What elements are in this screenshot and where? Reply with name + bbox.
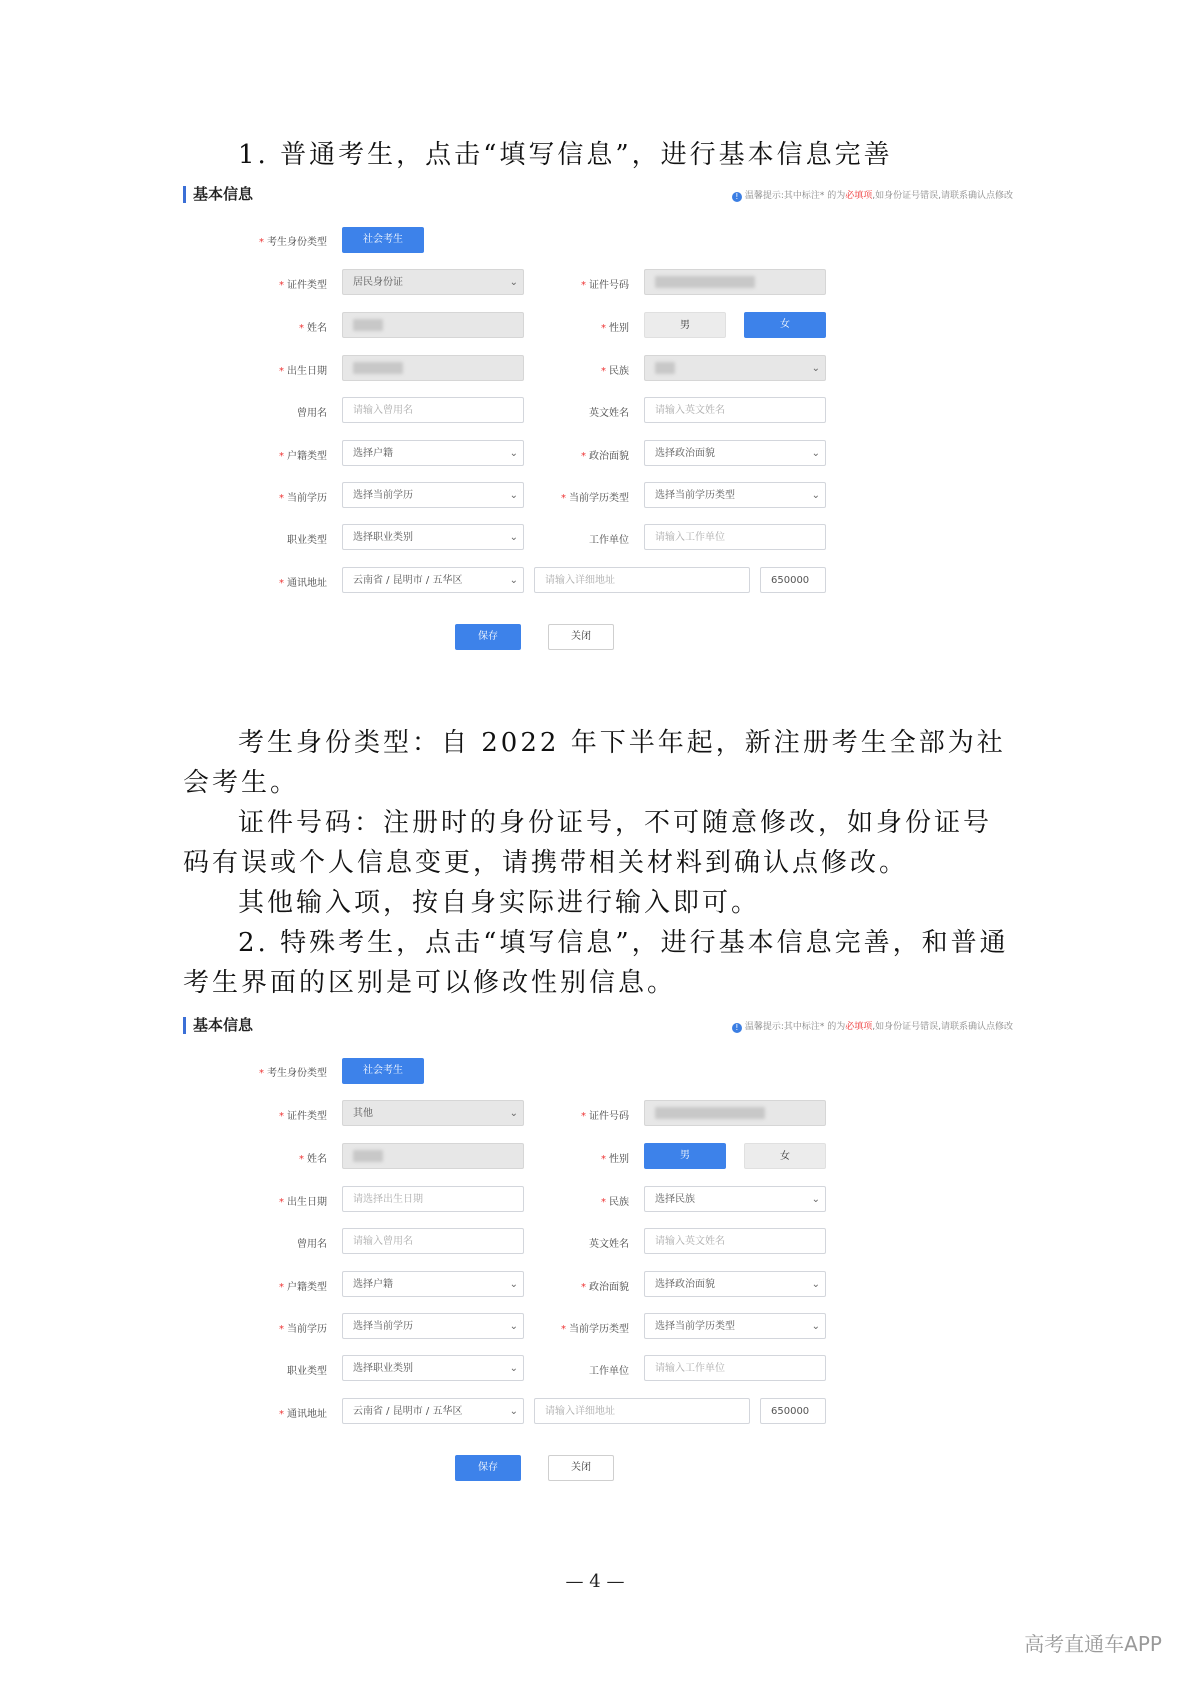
- basic-info-form-1: [183, 186, 1013, 676]
- paragraph-2: 考生身份类型：自 2022 年下半年起，新注册考生全部为社会考生。: [183, 728, 1006, 798]
- label-education: * 当前学历: [279, 1324, 327, 1335]
- label-birth: * 出生日期: [279, 366, 327, 377]
- education-type-select[interactable]: 选择当前学历类型 ⌄: [644, 1313, 826, 1339]
- address-detail-input[interactable]: 请输入详细地址: [534, 1398, 750, 1424]
- notice-text: ! 温馨提示:其中标注* 的为必填项,如身份证号错误,请联系确认点修改: [732, 1019, 1013, 1033]
- label-english-name: 英文姓名: [589, 1239, 629, 1250]
- label-birth: * 出生日期: [279, 1197, 327, 1208]
- id-number-field[interactable]: [644, 1100, 826, 1126]
- region-cascader[interactable]: 云南省 / 昆明市 / 五华区 ⌄: [342, 567, 524, 593]
- chevron-down-icon: ⌄: [509, 575, 518, 586]
- basic-info-form-2: [183, 1017, 1013, 1507]
- id-number-field[interactable]: [644, 269, 826, 295]
- chevron-down-icon: ⌄: [811, 490, 820, 501]
- section-title: 基本信息: [183, 1017, 253, 1034]
- label-ethnicity: * 民族: [601, 366, 629, 377]
- close-button[interactable]: 关闭: [548, 1455, 614, 1481]
- label-name: * 姓名: [299, 323, 327, 334]
- chevron-down-icon: ⌄: [509, 277, 518, 288]
- id-type-select[interactable]: 其他 ⌄: [342, 1100, 524, 1126]
- birth-date-field[interactable]: [342, 355, 524, 381]
- gender-female-button[interactable]: 女: [744, 1143, 826, 1169]
- former-name-input[interactable]: 请输入曾用名: [342, 397, 524, 423]
- save-button[interactable]: 保存: [455, 1455, 521, 1481]
- postcode-input[interactable]: 650000: [760, 1398, 826, 1424]
- label-work-unit: 工作单位: [589, 535, 629, 546]
- paragraph-3: 证件号码：注册时的身份证号，不可随意修改，如身份证号码有误或个人信息变更，请携带相关材料到确认点修改。: [183, 808, 993, 878]
- label-education: * 当前学历: [279, 493, 327, 504]
- label-former-name: 曾用名: [297, 408, 327, 419]
- label-id-type: * 证件类型: [279, 1111, 327, 1122]
- postcode-input[interactable]: 650000: [760, 567, 826, 593]
- label-address: * 通讯地址: [279, 578, 327, 589]
- chevron-down-icon: ⌄: [509, 1363, 518, 1374]
- id-type-select[interactable]: 居民身份证 ⌄: [342, 269, 524, 295]
- label-id-type: * 证件类型: [279, 280, 327, 291]
- chevron-down-icon: ⌄: [509, 1108, 518, 1119]
- section-title: 基本信息: [183, 186, 253, 203]
- label-occupation: 职业类型: [287, 535, 327, 546]
- chevron-down-icon: ⌄: [509, 532, 518, 543]
- info-icon: !: [732, 1023, 742, 1033]
- chevron-down-icon: ⌄: [509, 1279, 518, 1290]
- region-cascader[interactable]: 云南省 / 昆明市 / 五华区 ⌄: [342, 1398, 524, 1424]
- save-button[interactable]: 保存: [455, 624, 521, 650]
- label-hukou: * 户籍类型: [279, 1282, 327, 1293]
- education-type-select[interactable]: 选择当前学历类型 ⌄: [644, 482, 826, 508]
- chevron-down-icon: ⌄: [811, 448, 820, 459]
- label-former-name: 曾用名: [297, 1239, 327, 1250]
- political-select[interactable]: 选择政治面貌 ⌄: [644, 440, 826, 466]
- former-name-input[interactable]: 请输入曾用名: [342, 1228, 524, 1254]
- political-select[interactable]: 选择政治面貌 ⌄: [644, 1271, 826, 1297]
- label-id-no: * 证件号码: [581, 1111, 629, 1122]
- work-unit-input[interactable]: 请输入工作单位: [644, 524, 826, 550]
- paragraph-5: 2. 特殊考生，点击“填写信息”，进行基本信息完善，和普通考生界面的区别是可以修改性别信息。: [183, 928, 1009, 998]
- identity-type-button[interactable]: 社会考生: [342, 1058, 424, 1084]
- education-select[interactable]: 选择当前学历 ⌄: [342, 1313, 524, 1339]
- occupation-select[interactable]: 选择职业类别 ⌄: [342, 1355, 524, 1381]
- gender-male-button[interactable]: 男: [644, 1143, 726, 1169]
- watermark: 高考直通车APP: [1024, 1632, 1162, 1656]
- label-id-no: * 证件号码: [581, 280, 629, 291]
- chevron-down-icon: ⌄: [509, 448, 518, 459]
- label-hukou: * 户籍类型: [279, 451, 327, 462]
- notice-text: ! 温馨提示:其中标注* 的为必填项,如身份证号错误,请联系确认点修改: [732, 188, 1013, 202]
- chevron-down-icon: ⌄: [811, 1279, 820, 1290]
- paragraph-4: 其他输入项，按自身实际进行输入即可。: [238, 888, 761, 918]
- page-number: — 4 —: [565, 1571, 625, 1592]
- name-field[interactable]: [342, 312, 524, 338]
- chevron-down-icon: ⌄: [509, 1406, 518, 1417]
- label-identity-type: * 考生身份类型: [259, 1068, 327, 1079]
- english-name-input[interactable]: 请输入英文姓名: [644, 1228, 826, 1254]
- ethnicity-select[interactable]: [644, 355, 826, 381]
- label-gender: * 性别: [601, 1154, 629, 1165]
- label-name: * 姓名: [299, 1154, 327, 1165]
- hukou-select[interactable]: 选择户籍 ⌄: [342, 440, 524, 466]
- english-name-input[interactable]: 请输入英文姓名: [644, 397, 826, 423]
- ethnicity-select[interactable]: 选择民族 ⌄: [644, 1186, 826, 1212]
- chevron-down-icon: ⌄: [509, 1321, 518, 1332]
- label-education-type: * 当前学历类型: [561, 1324, 629, 1335]
- label-education-type: * 当前学历类型: [561, 493, 629, 504]
- gender-male-button[interactable]: 男: [644, 312, 726, 338]
- label-gender: * 性别: [601, 323, 629, 334]
- name-field[interactable]: [342, 1143, 524, 1169]
- birth-date-input[interactable]: 请选择出生日期: [342, 1186, 524, 1212]
- identity-type-button[interactable]: 社会考生: [342, 227, 424, 253]
- education-select[interactable]: 选择当前学历 ⌄: [342, 482, 524, 508]
- label-identity-type: * 考生身份类型: [259, 237, 327, 248]
- close-button[interactable]: 关闭: [548, 624, 614, 650]
- chevron-down-icon: ⌄: [811, 1194, 820, 1205]
- label-political: * 政治面貌: [581, 451, 629, 462]
- paragraph-1: 1. 普通考生，点击“填写信息”，进行基本信息完善: [238, 140, 893, 170]
- chevron-down-icon: ⌄: [509, 490, 518, 501]
- label-political: * 政治面貌: [581, 1282, 629, 1293]
- occupation-select[interactable]: 选择职业类别 ⌄: [342, 524, 524, 550]
- chevron-down-icon: ⌄: [811, 363, 820, 374]
- work-unit-input[interactable]: 请输入工作单位: [644, 1355, 826, 1381]
- hukou-select[interactable]: 选择户籍 ⌄: [342, 1271, 524, 1297]
- label-ethnicity: * 民族: [601, 1197, 629, 1208]
- label-work-unit: 工作单位: [589, 1366, 629, 1377]
- chevron-down-icon: ⌄: [811, 1321, 820, 1332]
- address-detail-input[interactable]: 请输入详细地址: [534, 567, 750, 593]
- label-address: * 通讯地址: [279, 1409, 327, 1420]
- label-english-name: 英文姓名: [589, 408, 629, 419]
- info-icon: !: [732, 192, 742, 202]
- gender-female-button[interactable]: 女: [744, 312, 826, 338]
- label-occupation: 职业类型: [287, 1366, 327, 1377]
